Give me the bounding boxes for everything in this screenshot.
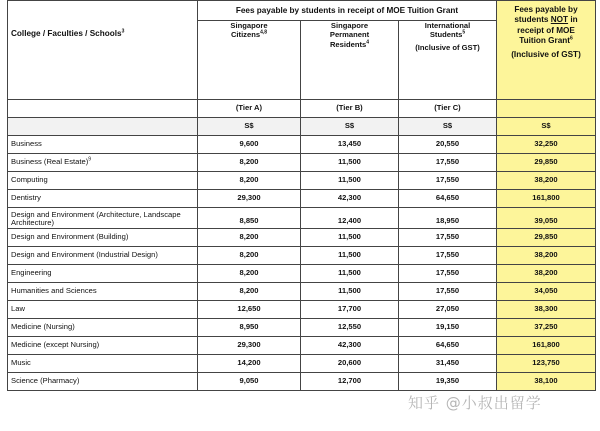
fee-non-moe: 38,200	[497, 172, 596, 190]
tier-b-label: (Tier B)	[301, 100, 399, 118]
college-header-sup: 3	[121, 28, 125, 35]
program-name: Science (Pharmacy)	[11, 376, 80, 386]
program-name: Dentistry	[11, 193, 41, 203]
fee-tier-b: 11,500	[301, 229, 399, 247]
tier-c-label: (Tier C)	[399, 100, 497, 118]
non-moe-header	[497, 1, 596, 100]
fee-tier-a: 8,200	[198, 154, 301, 172]
program-name-cell	[8, 247, 198, 265]
program-name: Medicine (Nursing)	[11, 322, 75, 332]
fee-non-moe: 34,050	[497, 283, 596, 301]
pr-header-line2: Permanent	[329, 30, 370, 40]
program-name: Medicine (except Nursing)	[11, 340, 100, 350]
table-row	[8, 265, 596, 283]
fee-non-moe: 29,850	[497, 229, 596, 247]
fee-tier-a: 9,050	[198, 373, 301, 391]
international-column-header	[399, 21, 497, 100]
citizens-column-header	[198, 21, 301, 100]
citizens-header-line2	[201, 30, 297, 39]
pr-column-header	[301, 21, 399, 100]
fee-tier-c: 64,650	[399, 337, 497, 355]
fee-non-moe: 38,200	[497, 265, 596, 283]
fee-tier-b: 12,400	[301, 208, 399, 229]
program-name-cell	[8, 283, 198, 301]
program-footnote: 9	[88, 156, 92, 163]
fee-tier-b: 11,500	[301, 172, 399, 190]
program-name-cell	[8, 136, 198, 154]
fee-tier-c: 17,550	[399, 229, 497, 247]
fee-tier-b: 42,300	[301, 337, 399, 355]
fee-tier-a: 29,300	[198, 190, 301, 208]
tier-row-blank	[8, 100, 198, 118]
intl-header-sup: 5	[462, 29, 466, 36]
fee-tier-c: 18,950	[399, 208, 497, 229]
table-row	[8, 301, 596, 319]
fee-non-moe: 38,100	[497, 373, 596, 391]
program-name-cell	[8, 154, 198, 172]
fee-tier-a: 14,200	[198, 355, 301, 373]
fee-tier-b: 17,700	[301, 301, 399, 319]
fee-non-moe: 38,200	[497, 247, 596, 265]
non-moe-header-not: NOT	[550, 15, 569, 25]
fee-non-moe: 161,800	[497, 337, 596, 355]
non-moe-header-line2	[500, 15, 592, 25]
currency-label-a: S$	[198, 118, 301, 136]
fee-tier-c: 17,550	[399, 265, 497, 283]
pr-header-text: Residents	[329, 39, 367, 49]
table-row	[8, 154, 596, 172]
pr-header-line1: Singapore	[330, 21, 369, 30]
fee-tier-a: 12,650	[198, 301, 301, 319]
citizens-header-text: Citizens	[230, 30, 261, 40]
program-name-cell	[8, 229, 198, 247]
non-moe-header-line4	[500, 36, 592, 46]
intl-header-text: Students	[429, 30, 463, 40]
fee-non-moe: 38,300	[497, 301, 596, 319]
currency-label-b: S$	[301, 118, 399, 136]
fee-tier-a: 8,200	[198, 172, 301, 190]
non-moe-header-line1: Fees payable by	[514, 5, 578, 14]
fee-tier-b: 12,550	[301, 319, 399, 337]
intl-header-line2	[402, 30, 493, 39]
non-moe-header-gst: (Inclusive of GST)	[511, 50, 581, 59]
program-name-cell	[8, 190, 198, 208]
fee-tier-c: 17,550	[399, 283, 497, 301]
fee-non-moe: 39,050	[497, 208, 596, 229]
non-moe-header-line3: receipt of MOE	[517, 25, 575, 35]
currency-row-blank	[8, 118, 198, 136]
non-moe-header-tuition: Tuition Grant	[519, 35, 570, 45]
program-name-cell	[8, 373, 198, 391]
program-name: Design and Environment (Building)	[11, 232, 129, 242]
fee-tier-a: 8,200	[198, 229, 301, 247]
program-name: Design and Environment (Industrial Design)	[11, 250, 158, 260]
fee-tier-a: 8,850	[198, 208, 301, 229]
intl-header-gst: (Inclusive of GST)	[415, 42, 480, 52]
non-moe-header-in: in	[570, 15, 578, 25]
fee-tier-b: 42,300	[301, 190, 399, 208]
program-name: Law	[11, 304, 25, 314]
fee-tier-c: 17,550	[399, 247, 497, 265]
college-header-label: College / Faculties / Schools	[11, 29, 122, 38]
pr-header-sup: 4	[366, 39, 370, 46]
fee-tier-b: 11,500	[301, 283, 399, 301]
fee-tier-b: 11,500	[301, 247, 399, 265]
fee-non-moe: 123,750	[497, 355, 596, 373]
table-row	[8, 373, 596, 391]
fee-tier-b: 13,450	[301, 136, 399, 154]
program-name-cell	[8, 208, 198, 229]
program-name-cell	[8, 319, 198, 337]
table-row	[8, 337, 596, 355]
fee-tier-a: 29,300	[198, 337, 301, 355]
program-name: Computing	[11, 175, 48, 185]
program-name: Music	[11, 358, 31, 368]
program-name-cell	[8, 337, 198, 355]
table-row	[8, 283, 596, 301]
college-column-header	[8, 1, 198, 100]
program-name-cell	[8, 355, 198, 373]
fee-tier-c: 17,550	[399, 172, 497, 190]
program-name-cell	[8, 172, 198, 190]
fee-tier-a: 8,200	[198, 247, 301, 265]
pr-header-line3	[304, 40, 395, 49]
citizens-header-line1: Singapore	[230, 21, 268, 30]
tier-a-label: (Tier A)	[198, 100, 301, 118]
table-row	[8, 319, 596, 337]
table-row	[8, 229, 596, 247]
table-row	[8, 247, 596, 265]
fee-non-moe: 37,250	[497, 319, 596, 337]
program-name: Business	[11, 139, 42, 149]
currency-label-d: S$	[497, 118, 596, 136]
fee-tier-a: 8,200	[198, 283, 301, 301]
table-row	[8, 190, 596, 208]
fee-tier-c: 27,050	[399, 301, 497, 319]
fee-tier-c: 17,550	[399, 154, 497, 172]
fee-table	[7, 0, 596, 391]
fee-tier-b: 20,600	[301, 355, 399, 373]
fee-tier-b: 11,500	[301, 265, 399, 283]
fee-tier-b: 12,700	[301, 373, 399, 391]
program-name: Engineering	[11, 268, 52, 278]
program-name: Design and Environment (Architecture, Landscape Architecture)	[11, 210, 181, 228]
citizens-header-sup: 4,8	[260, 29, 268, 36]
table-row	[8, 355, 596, 373]
fee-non-moe: 29,850	[497, 154, 596, 172]
fee-non-moe: 32,250	[497, 136, 596, 154]
fee-tier-a: 8,950	[198, 319, 301, 337]
tier-d-blank	[497, 100, 596, 118]
table-row	[8, 208, 596, 229]
fee-tier-c: 64,650	[399, 190, 497, 208]
table-row	[8, 172, 596, 190]
non-moe-header-sup: 6	[570, 35, 573, 42]
intl-header-line1: International	[424, 21, 471, 30]
program-name: Humanities and Sciences	[11, 286, 97, 296]
fee-tier-a: 9,600	[198, 136, 301, 154]
fee-tier-a: 8,200	[198, 265, 301, 283]
moe-group-header: Fees payable by students in receipt of MOE Tuition Grant	[198, 1, 497, 21]
watermark-text: 知乎 @小叔出留学	[408, 394, 542, 412]
table-row	[8, 136, 596, 154]
fee-tier-b: 11,500	[301, 154, 399, 172]
fee-tier-c: 20,550	[399, 136, 497, 154]
fee-tier-c: 19,150	[399, 319, 497, 337]
fee-non-moe: 161,800	[497, 190, 596, 208]
currency-label-c: S$	[399, 118, 497, 136]
program-name: Business (Real Estate)	[11, 157, 89, 167]
fee-tier-c: 31,450	[399, 355, 497, 373]
fee-tier-c: 19,350	[399, 373, 497, 391]
program-name-cell	[8, 265, 198, 283]
program-name-cell	[8, 301, 198, 319]
fee-table-sheet	[7, 0, 595, 391]
non-moe-header-students: students	[514, 15, 549, 25]
